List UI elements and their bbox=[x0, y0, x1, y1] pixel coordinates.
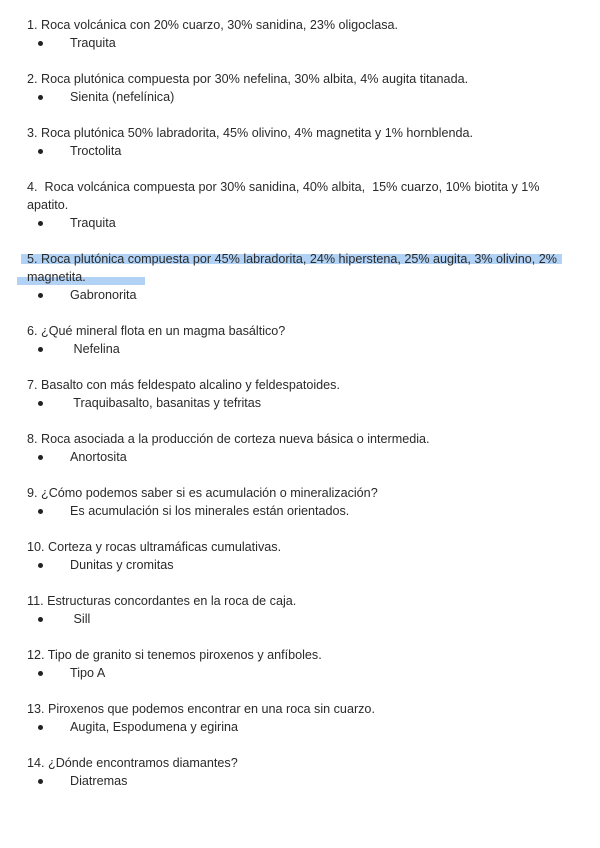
answer-4: Traquita bbox=[38, 214, 116, 232]
answer-7: Traquibasalto, basanitas y tefritas bbox=[38, 394, 261, 412]
question-12: 12. Tipo de granito si tenemos piroxenos y anfíboles. bbox=[27, 648, 322, 662]
answer-14: Diatremas bbox=[38, 772, 127, 790]
question-11: 11. Estructuras concordantes en la roca de caja. bbox=[27, 594, 297, 608]
bullet-icon bbox=[38, 509, 43, 514]
question-8: 8. Roca asociada a la producción de corteza nueva básica o intermedia. bbox=[27, 432, 430, 446]
bullet-icon bbox=[38, 149, 43, 154]
bullet-icon bbox=[38, 563, 43, 568]
question-2: 2. Roca plutónica compuesta por 30% nefelina, 30% albita, 4% augita titanada. bbox=[27, 72, 469, 86]
answer-9: Es acumulación si los minerales están orientados. bbox=[38, 502, 349, 520]
bullet-icon bbox=[38, 725, 43, 730]
bullet-icon bbox=[38, 41, 43, 46]
bullet-icon bbox=[38, 221, 43, 226]
answer-5: Gabronorita bbox=[38, 286, 137, 304]
answer-11: Sill bbox=[38, 610, 90, 628]
bullet-icon bbox=[38, 671, 43, 676]
answer-8: Anortosita bbox=[38, 448, 127, 466]
question-1: 1. Roca volcánica con 20% cuarzo, 30% sanidina, 23% oligoclasa. bbox=[27, 18, 399, 32]
bullet-icon bbox=[38, 293, 43, 298]
bullet-icon bbox=[38, 95, 43, 100]
bullet-icon bbox=[38, 779, 43, 784]
bullet-icon bbox=[38, 347, 43, 352]
question-6: 6. ¿Qué mineral flota en un magma basáltico? bbox=[27, 324, 286, 338]
bullet-icon bbox=[38, 401, 43, 406]
answer-6: Nefelina bbox=[38, 340, 120, 358]
bullet-icon bbox=[38, 455, 43, 460]
answer-3: Troctolita bbox=[38, 142, 121, 160]
bullet-icon bbox=[38, 617, 43, 622]
question-4: 4. Roca volcánica compuesta por 30% sanidina, 40% albita, 15% cuarzo, 10% biotita y 1% apatito. bbox=[27, 180, 543, 212]
answer-10: Dunitas y cromitas bbox=[38, 556, 174, 574]
question-3: 3. Roca plutónica 50% labradorita, 45% olivino, 4% magnetita y 1% hornblenda. bbox=[27, 126, 473, 140]
question-7: 7. Basalto con más feldespato alcalino y feldespatoides. bbox=[27, 378, 340, 392]
question-5: 5. Roca plutónica compuesta por 45% labradorita, 24% hiperstena, 25% augita, 3% olivino, 2% magnetita. bbox=[27, 252, 561, 284]
answer-1: Traquita bbox=[38, 34, 116, 52]
answer-2: Sienita (nefelínica) bbox=[38, 88, 174, 106]
question-10: 10. Corteza y rocas ultramáficas cumulativas. bbox=[27, 540, 282, 554]
answer-13: Augita, Espodumena y egirina bbox=[38, 718, 238, 736]
question-13: 13. Piroxenos que podemos encontrar en una roca sin cuarzo. bbox=[27, 702, 375, 716]
question-9: 9. ¿Cómo podemos saber si es acumulación o mineralización? bbox=[27, 486, 378, 500]
answer-12: Tipo A bbox=[38, 664, 105, 682]
question-14: 14. ¿Dónde encontramos diamantes? bbox=[27, 756, 238, 770]
